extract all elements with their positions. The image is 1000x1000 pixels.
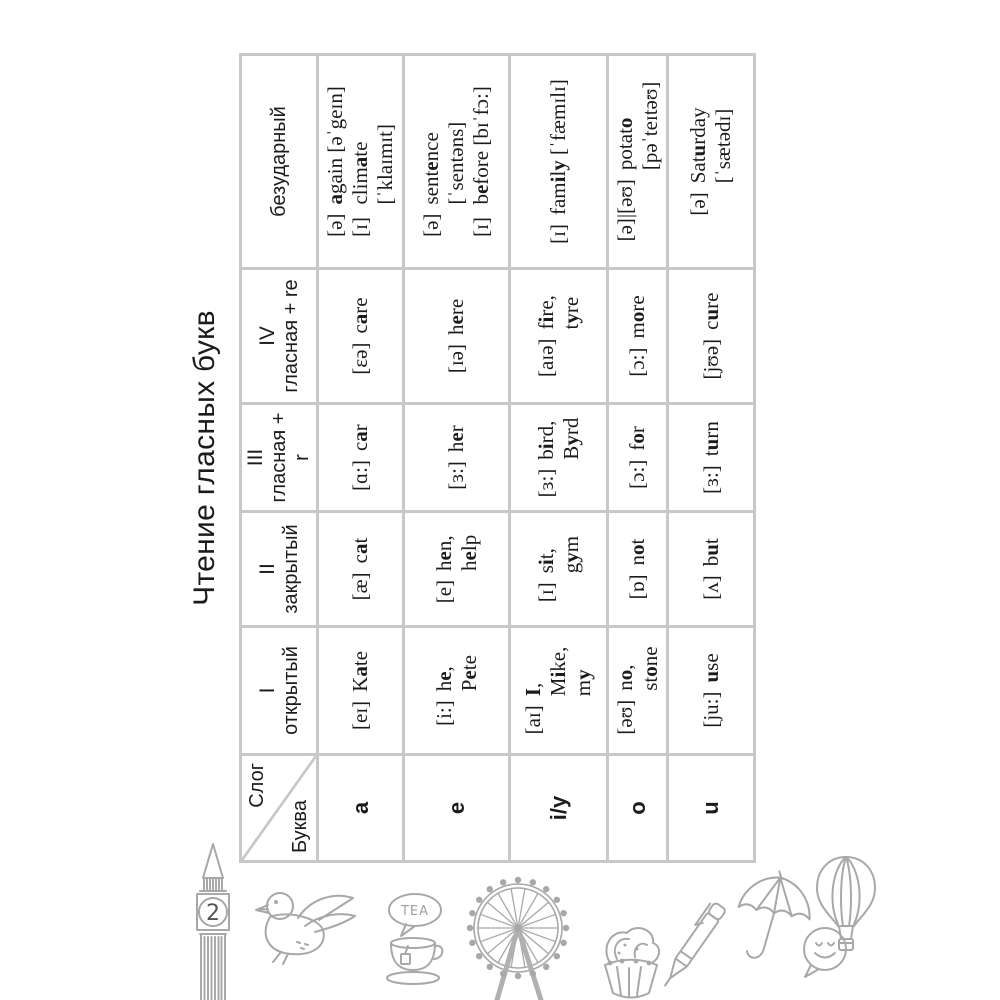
example-word: here: [444, 298, 468, 335]
example-word: climate: [348, 141, 372, 205]
cell-i-y-I: [510, 627, 608, 755]
ipa-transcription: [ɛə]: [348, 342, 372, 375]
ipa-transcription: [ɔ:]: [625, 347, 649, 377]
ipa-transcription: [æ]: [348, 572, 372, 601]
table-row-e: [404, 55, 510, 862]
row-letter-a: a: [318, 755, 404, 862]
cell-i-y-III: [510, 404, 608, 512]
big-ben-doodle: [183, 842, 243, 1000]
example-word: cat: [348, 537, 372, 564]
cell-o-III: [608, 404, 668, 512]
example-word: turn: [698, 421, 723, 457]
ipa-transcription: [i:]: [431, 700, 456, 726]
hot-air-balloon-doodle: [810, 855, 882, 973]
ipa-transcription: [ə]|[əʊ]: [612, 179, 637, 242]
ipa-transcription: [ʌ]: [698, 575, 723, 600]
pen-doodle: [661, 891, 723, 1000]
cell-u-unstressed: [668, 55, 755, 269]
ipa-transcription: [ju:]: [698, 691, 723, 728]
cell-i-y-unstressed: [510, 55, 608, 269]
ipa-transcription: [ə]: [419, 213, 443, 237]
ipa-transcription: [aɪə]: [533, 338, 558, 377]
bird-doodle: [253, 886, 359, 970]
cell-o-unstressed: [608, 55, 668, 269]
ipa-transcription: [ɜ:]: [533, 468, 558, 498]
ipa-transcription: [aɪ]: [521, 705, 545, 735]
example-word: [ˈsætədɪ]: [711, 108, 735, 184]
ipa-transcription: [ɜ:]: [444, 461, 468, 490]
example-word: Kate: [348, 651, 372, 692]
example-word: but: [698, 538, 723, 567]
cell-e-III: [404, 404, 510, 512]
example-word: use: [698, 653, 723, 683]
example-word: not: [625, 538, 649, 566]
cell-a-III: [318, 404, 404, 512]
example-word: sit,: [533, 548, 558, 574]
example-word: car: [348, 424, 372, 452]
ipa-transcription: [eɪ]: [348, 700, 372, 730]
example-word: bird,: [533, 420, 558, 460]
corner-label-letter: Буква: [289, 800, 311, 853]
ipa-transcription: [ɪə]: [444, 344, 468, 374]
cell-a-I: [318, 627, 404, 755]
example-word: Byrd: [558, 417, 583, 460]
cell-i-y-II: [510, 512, 608, 627]
row-letter-o: o: [608, 755, 668, 862]
page-title: Чтение гласных букв: [188, 310, 221, 606]
example-word: Pete: [456, 655, 481, 692]
example-word: before [bɪˈfɔ:]: [469, 86, 493, 205]
ipa-transcription: [546, 705, 571, 734]
ipa-transcription: [ə]: [323, 213, 347, 237]
tea-bubble-label: TEA: [400, 904, 430, 919]
column-header-closed: II закрытый: [241, 512, 318, 627]
example-word: [ˈsentəns]: [444, 121, 468, 205]
ipa-transcription: [711, 192, 736, 215]
ipa-transcription: [əʊ]: [612, 699, 637, 735]
cell-o-II: [608, 512, 668, 627]
row-letter-i-y: i/y: [510, 755, 608, 862]
example-word: [pəˈteɪtəʊ]: [637, 81, 662, 171]
cell-u-IV: [668, 269, 755, 404]
big-ben-clock-number: 2: [206, 901, 220, 926]
ipa-transcription: [559, 338, 584, 376]
example-word: [ˈklaɪmɪt]: [373, 124, 397, 205]
cell-a-unstressed: [318, 55, 404, 269]
cell-e-unstressed: [404, 55, 510, 269]
example-word: no,: [612, 664, 637, 691]
ipa-transcription: [457, 580, 482, 603]
ipa-transcription: [559, 582, 584, 602]
header-row: [241, 55, 318, 862]
ipa-transcription: [ɪ]: [533, 582, 558, 603]
example-word: he,: [431, 666, 456, 692]
example-word: family [ˈfæmɪlɪ]: [546, 79, 570, 216]
vowel-reading-table: [239, 53, 756, 863]
column-header-vowel-r: III гласная + r: [241, 404, 318, 512]
example-word: for: [625, 426, 649, 451]
cell-u-I: [668, 627, 755, 755]
example-word: her: [444, 425, 468, 453]
cell-a-IV: [318, 269, 404, 404]
column-header-open: I открытый: [241, 627, 318, 755]
example-word: hen,: [431, 535, 456, 571]
ipa-transcription: [ɪ]: [469, 217, 493, 237]
ipa-transcription: [559, 469, 584, 498]
table-row-o: [608, 55, 668, 862]
cell-u-III: [668, 404, 755, 512]
cell-o-IV: [608, 269, 668, 404]
ipa-transcription: [ɒ]: [625, 574, 649, 600]
row-letter-e: e: [404, 755, 510, 862]
corner-label-syllable: Слог: [246, 763, 268, 808]
example-word: again [əˈgeɪn]: [323, 86, 347, 205]
example-word: help: [456, 534, 481, 571]
example-word: I,: [521, 682, 545, 697]
row-letter-u: u: [668, 755, 755, 862]
ipa-transcription: [e]: [431, 579, 456, 604]
ipa-transcription: [373, 214, 398, 237]
cell-e-IV: [404, 269, 510, 404]
cell-u-II: [668, 512, 755, 627]
ipa-transcription: [638, 700, 663, 735]
ipa-transcription: [ɔ:]: [625, 459, 649, 489]
table-row-u: [668, 55, 755, 862]
example-word: potato: [612, 117, 637, 171]
corner-cell-slog-bukva: [241, 755, 318, 862]
ferris-wheel-doodle: [459, 876, 579, 1000]
example-word: my: [571, 669, 595, 697]
ipa-transcription: [571, 705, 596, 734]
ipa-transcription: [ɪ]: [546, 224, 570, 244]
ipa-transcription: [444, 214, 469, 237]
example-word: stone: [637, 646, 662, 691]
cell-e-II: [404, 512, 510, 627]
ipa-transcription: [jʊə]: [698, 338, 723, 380]
ipa-transcription: [ɜ:]: [698, 465, 723, 494]
example-word: gym: [558, 535, 583, 574]
ipa-transcription: [638, 179, 663, 241]
ipa-transcription: [ɑ:]: [348, 460, 372, 491]
rotated-table-block: [185, 48, 755, 868]
cell-o-I: [608, 627, 668, 755]
example-word: sentence: [419, 132, 443, 205]
example-word: cure: [698, 292, 723, 330]
example-word: tyre: [558, 296, 583, 330]
example-word: more: [625, 295, 649, 339]
cell-e-I: [404, 627, 510, 755]
table-row-i-y: [510, 55, 608, 862]
cupcake-doodle: [597, 921, 665, 999]
example-word: fire,: [533, 295, 558, 330]
cell-i-y-IV: [510, 269, 608, 404]
example-word: Saturday: [686, 107, 710, 184]
column-header-vowel-re: IV гласная + re: [241, 269, 318, 404]
example-word: Mike,: [546, 646, 570, 697]
tea-cup-doodle: [378, 891, 450, 991]
example-word: care: [348, 297, 372, 334]
column-header-unstressed: безударный: [241, 55, 318, 269]
table-row-a: [318, 55, 404, 862]
ipa-transcription: [ɪ]: [348, 217, 372, 237]
ipa-transcription: [457, 700, 482, 726]
cell-a-II: [318, 512, 404, 627]
ipa-transcription: [ə]: [686, 192, 710, 216]
